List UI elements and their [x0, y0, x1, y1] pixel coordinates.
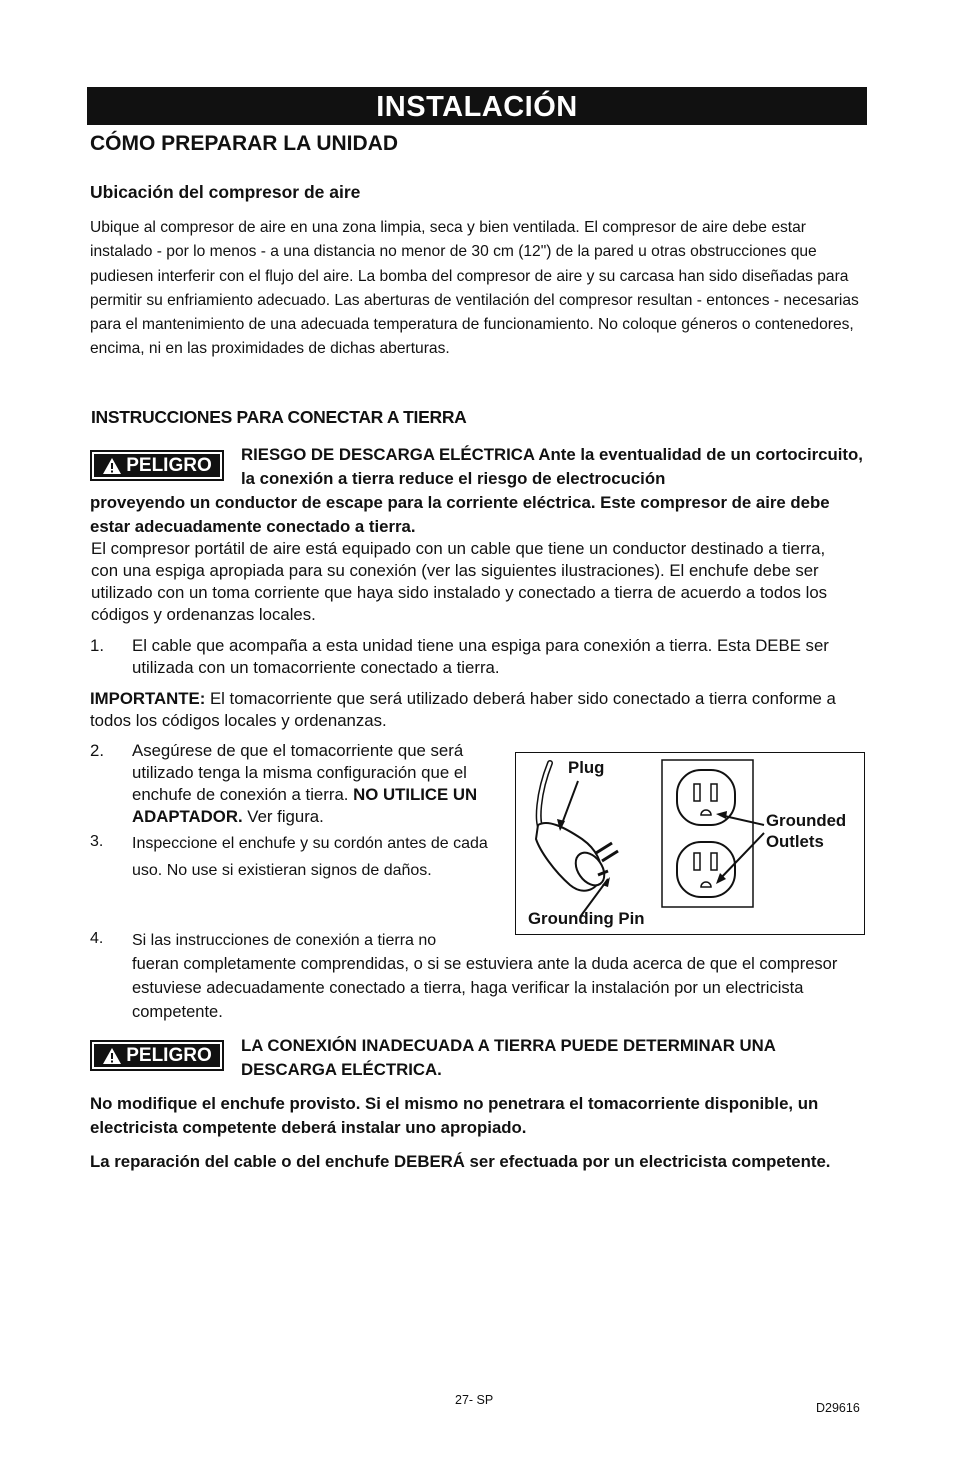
danger-badge: [90, 450, 224, 481]
important-text: El tomacorriente que será utilizado deberá haber sido conectado a tierra conforme a todos los códigos locales y ordenanzas.: [90, 689, 836, 730]
warning-repair: La reparación del cable o del enchufe DEBERÁ ser efectuada por un electricista competente.: [90, 1152, 831, 1171]
step2-tail: Ver figura.: [242, 807, 324, 826]
outlets-label-line1: Grounded: [766, 811, 847, 830]
danger1-lead: RIESGO DE DESCARGA ELÉCTRICA Ante la eventualidad de un cortocircuito, la conexión a tierra reduce el riesgo de electrocución: [241, 445, 863, 488]
grounding-intro: El compresor portátil de aire está equipado con un cable que tiene un conductor destinado a tierra, con una espiga apropiada para su conexión (ver las siguientes ilustraciones). El enchufe debe ser utilizado con un toma corriente que haya sido instalado y conectado a tierra de acuerdo a todos los códigos y ordenanzas locales.: [91, 539, 828, 624]
location-heading: Ubicación del compresor de aire: [90, 182, 361, 202]
warning-triangle-icon: [102, 1047, 122, 1065]
plug-outlet-figure: [515, 752, 865, 935]
step3-number: 3.: [90, 833, 104, 850]
step3-text: Inspeccione el enchufe y su cordón antes de cada uso. No use si existieran signos de daños.: [132, 835, 488, 879]
step2-body: Asegúrese de que el tomacorriente que será utilizado tenga la misma configuración que el enchufe de conexión a tierra.: [132, 741, 467, 804]
important-label: IMPORTANTE:: [90, 689, 206, 708]
section-title: CÓMO PREPARAR LA UNIDAD: [90, 132, 398, 155]
step4-number: 4.: [90, 930, 104, 947]
step2-text: [132, 740, 510, 828]
danger-badge-label: PELIGRO: [126, 1044, 212, 1066]
outlets-label-line2: Outlets: [766, 832, 824, 851]
danger-badge-2: [90, 1040, 224, 1071]
warning-triangle-icon: [102, 457, 122, 475]
page-number: 27- SP: [455, 1393, 494, 1407]
step4-rest: fueran completamente comprendidas, o si se estuviera ante la duda acerca de que el compresor estuviese adecuadamente conectado a tierra, haga verificar la instalación por un electricista competente.: [132, 955, 838, 1021]
step1-text: El cable que acompaña a esta unidad tiene una espiga para conexión a tierra. Esta DEBE ser utilizada con un tomacorriente conectado a tierra.: [132, 636, 829, 677]
location-paragraph: Ubique al compresor de aire en una zona limpia, seca y bien ventilada. El compresor de aire debe estar instalado - por lo menos - a una distancia no menor de 30 cm (12") de la pared u otras obstrucciones que pudiesen interferir con el flujo del aire. La bomba del compresor de aire y su carcasa han sido diseñadas para permitir su enfriamiento adecuado. Las aberturas de ventilación del compresor resultan - entonces - necesarias para el mantenimiento de una adecuada temperatura de funcionamiento. No coloque géneros o contenedores, encima, ni en las proximidades de dichas aberturas.: [90, 219, 859, 358]
document-code: D29616: [816, 1401, 860, 1415]
step1-number: 1.: [90, 636, 104, 655]
step4-first-line: Si las instrucciones de conexión a tierra no: [132, 932, 437, 949]
important-note: [90, 688, 865, 732]
danger-badge-label: PELIGRO: [126, 454, 212, 476]
grounding-pin-label: Grounding Pin: [528, 909, 645, 928]
step2-warning: NO UTILICE UN ADAPTADOR.: [132, 785, 478, 826]
danger1-rest: proveyendo un conductor de escape para la corriente eléctrica. Este compresor de aire debe estar adecuadamente conectado a tierra.: [90, 493, 830, 536]
danger2-lead: LA CONEXIÓN INADECUADA A TIERRA PUEDE DETERMINAR UNA DESCARGA ELÉCTRICA.: [241, 1036, 776, 1079]
step2-number: 2.: [90, 741, 104, 760]
warning-modify-plug: No modifique el enchufe provisto. Si el mismo no penetrara el tomacorriente disponible, un electricista competente deberá instalar uno apropiado.: [90, 1094, 819, 1137]
plug-label: Plug: [568, 758, 605, 777]
section-banner: INSTALACIÓN: [87, 87, 867, 125]
grounding-heading: INSTRUCCIONES PARA CONECTAR A TIERRA: [91, 407, 467, 427]
